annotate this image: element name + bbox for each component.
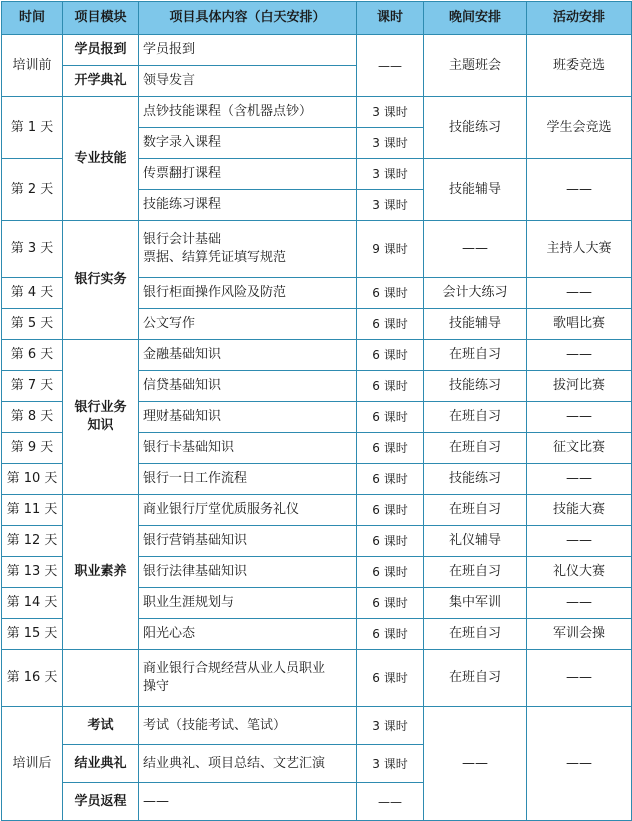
content-cell: 银行营销基础知识 <box>139 526 357 557</box>
header-time: 时间 <box>2 2 63 35</box>
content-line: 操守 <box>143 679 170 694</box>
time-cell: 第 9 天 <box>2 433 63 464</box>
activity-cell: —— <box>527 526 632 557</box>
content-cell: 学员报到 <box>139 35 357 66</box>
time-cell: 第 7 天 <box>2 371 63 402</box>
header-row <box>2 2 632 35</box>
module-cell: 学员报到 <box>63 35 139 66</box>
content-cell <box>139 221 357 278</box>
hours-cell: —— <box>357 783 424 821</box>
activity-cell: —— <box>527 340 632 371</box>
evening-cell: —— <box>424 221 527 278</box>
module-cell-professional-quality: 职业素养 <box>63 495 139 650</box>
evening-cell: 在班自习 <box>424 433 527 464</box>
table-row <box>2 495 632 526</box>
content-cell <box>139 650 357 707</box>
hours-cell: 6 课时 <box>357 278 424 309</box>
table-row <box>2 221 632 278</box>
module-cell: 学员返程 <box>63 783 139 821</box>
time-cell: 第 13 天 <box>2 557 63 588</box>
time-cell: 第 10 天 <box>2 464 63 495</box>
table-row <box>2 35 632 66</box>
activity-cell: 军训会操 <box>527 619 632 650</box>
evening-cell: 技能辅导 <box>424 159 527 221</box>
activity-cell: —— <box>527 588 632 619</box>
hours-cell: 6 课时 <box>357 526 424 557</box>
evening-cell: 在班自习 <box>424 402 527 433</box>
time-cell: 第 14 天 <box>2 588 63 619</box>
activity-cell: 主持人大赛 <box>527 221 632 278</box>
time-cell: 第 12 天 <box>2 526 63 557</box>
time-cell: 第 3 天 <box>2 221 63 278</box>
activity-cell: —— <box>527 278 632 309</box>
hours-cell: 6 课时 <box>357 309 424 340</box>
content-cell: 阳光心态 <box>139 619 357 650</box>
evening-cell: 技能练习 <box>424 464 527 495</box>
activity-cell: 技能大赛 <box>527 495 632 526</box>
hours-cell: 6 课时 <box>357 340 424 371</box>
evening-cell: —— <box>424 707 527 821</box>
content-cell: 点钞技能课程（含机器点钞） <box>139 97 357 128</box>
time-cell: 第 2 天 <box>2 159 63 221</box>
content-cell: 技能练习课程 <box>139 190 357 221</box>
hours-cell: 3 课时 <box>357 190 424 221</box>
content-cell: 考试（技能考试、笔试） <box>139 707 357 745</box>
content-cell: 信贷基础知识 <box>139 371 357 402</box>
table-row <box>2 97 632 128</box>
content-cell: 公文写作 <box>139 309 357 340</box>
time-cell: 第 16 天 <box>2 650 63 707</box>
activity-cell: 学生会竞选 <box>527 97 632 159</box>
time-cell: 第 4 天 <box>2 278 63 309</box>
module-line: 知识 <box>87 418 114 433</box>
activity-cell: 班委竞选 <box>527 35 632 97</box>
time-cell: 第 11 天 <box>2 495 63 526</box>
evening-cell: 会计大练习 <box>424 278 527 309</box>
activity-cell: 礼仪大赛 <box>527 557 632 588</box>
time-cell-post: 培训后 <box>2 707 63 821</box>
activity-cell: —— <box>527 464 632 495</box>
content-line: 票据、结算凭证填写规范 <box>143 250 287 265</box>
table-row <box>2 340 632 371</box>
hours-cell: 3 课时 <box>357 159 424 190</box>
evening-cell: 技能练习 <box>424 371 527 402</box>
time-cell: 第 1 天 <box>2 97 63 159</box>
evening-cell: 集中军训 <box>424 588 527 619</box>
activity-cell: 拔河比赛 <box>527 371 632 402</box>
header-evening: 晚间安排 <box>424 2 527 35</box>
content-cell: 银行卡基础知识 <box>139 433 357 464</box>
hours-cell: 3 课时 <box>357 707 424 745</box>
hours-cell: 6 课时 <box>357 619 424 650</box>
module-cell-banking-practice: 银行实务 <box>63 221 139 340</box>
hours-cell: 3 课时 <box>357 128 424 159</box>
content-line: 商业银行合规经营从业人员职业 <box>143 661 326 676</box>
activity-cell: 征文比赛 <box>527 433 632 464</box>
evening-cell: 技能辅导 <box>424 309 527 340</box>
content-cell: 领导发言 <box>139 66 357 97</box>
hours-cell: 6 课时 <box>357 557 424 588</box>
content-cell: 银行法律基础知识 <box>139 557 357 588</box>
header-module: 项目模块 <box>63 2 139 35</box>
hours-cell: 6 课时 <box>357 464 424 495</box>
content-cell: 银行一日工作流程 <box>139 464 357 495</box>
activity-cell: —— <box>527 402 632 433</box>
table-row <box>2 650 632 707</box>
content-cell: 银行柜面操作风险及防范 <box>139 278 357 309</box>
content-cell: 理财基础知识 <box>139 402 357 433</box>
table-row <box>2 707 632 745</box>
header-hours: 课时 <box>357 2 424 35</box>
content-cell: 金融基础知识 <box>139 340 357 371</box>
evening-cell: 在班自习 <box>424 340 527 371</box>
evening-cell: 在班自习 <box>424 557 527 588</box>
time-cell-pre: 培训前 <box>2 35 63 97</box>
activity-cell: —— <box>527 650 632 707</box>
module-cell: 开学典礼 <box>63 66 139 97</box>
evening-cell: 礼仪辅导 <box>424 526 527 557</box>
activity-cell: 歌唱比赛 <box>527 309 632 340</box>
activity-cell: —— <box>527 707 632 821</box>
evening-cell: 在班自习 <box>424 650 527 707</box>
evening-cell: 在班自习 <box>424 495 527 526</box>
module-cell-empty <box>63 650 139 707</box>
time-cell: 第 5 天 <box>2 309 63 340</box>
module-line: 银行业务 <box>74 400 127 415</box>
time-cell: 第 6 天 <box>2 340 63 371</box>
time-cell: 第 8 天 <box>2 402 63 433</box>
evening-cell: 技能练习 <box>424 97 527 159</box>
hours-cell: 6 课时 <box>357 402 424 433</box>
hours-cell: 6 课时 <box>357 371 424 402</box>
evening-cell: 主题班会 <box>424 35 527 97</box>
hours-cell: 6 课时 <box>357 433 424 464</box>
hours-cell: —— <box>357 35 424 97</box>
header-activity: 活动安排 <box>527 2 632 35</box>
activity-cell: —— <box>527 159 632 221</box>
hours-cell: 6 课时 <box>357 495 424 526</box>
module-cell: 考试 <box>63 707 139 745</box>
content-cell: 传票翻打课程 <box>139 159 357 190</box>
header-content: 项目具体内容（白天安排） <box>139 2 357 35</box>
content-cell: —— <box>139 783 357 821</box>
hours-cell: 9 课时 <box>357 221 424 278</box>
content-line: 银行会计基础 <box>143 232 222 247</box>
module-cell: 结业典礼 <box>63 745 139 783</box>
training-schedule-table <box>1 1 632 821</box>
hours-cell: 6 课时 <box>357 650 424 707</box>
hours-cell: 3 课时 <box>357 97 424 128</box>
content-cell: 数字录入课程 <box>139 128 357 159</box>
content-cell: 结业典礼、项目总结、文艺汇演 <box>139 745 357 783</box>
time-cell: 第 15 天 <box>2 619 63 650</box>
content-cell: 职业生涯规划与 <box>139 588 357 619</box>
content-cell: 商业银行厅堂优质服务礼仪 <box>139 495 357 526</box>
module-cell-skills: 专业技能 <box>63 97 139 221</box>
module-cell-business-knowledge <box>63 340 139 495</box>
hours-cell: 3 课时 <box>357 745 424 783</box>
evening-cell: 在班自习 <box>424 619 527 650</box>
hours-cell: 6 课时 <box>357 588 424 619</box>
